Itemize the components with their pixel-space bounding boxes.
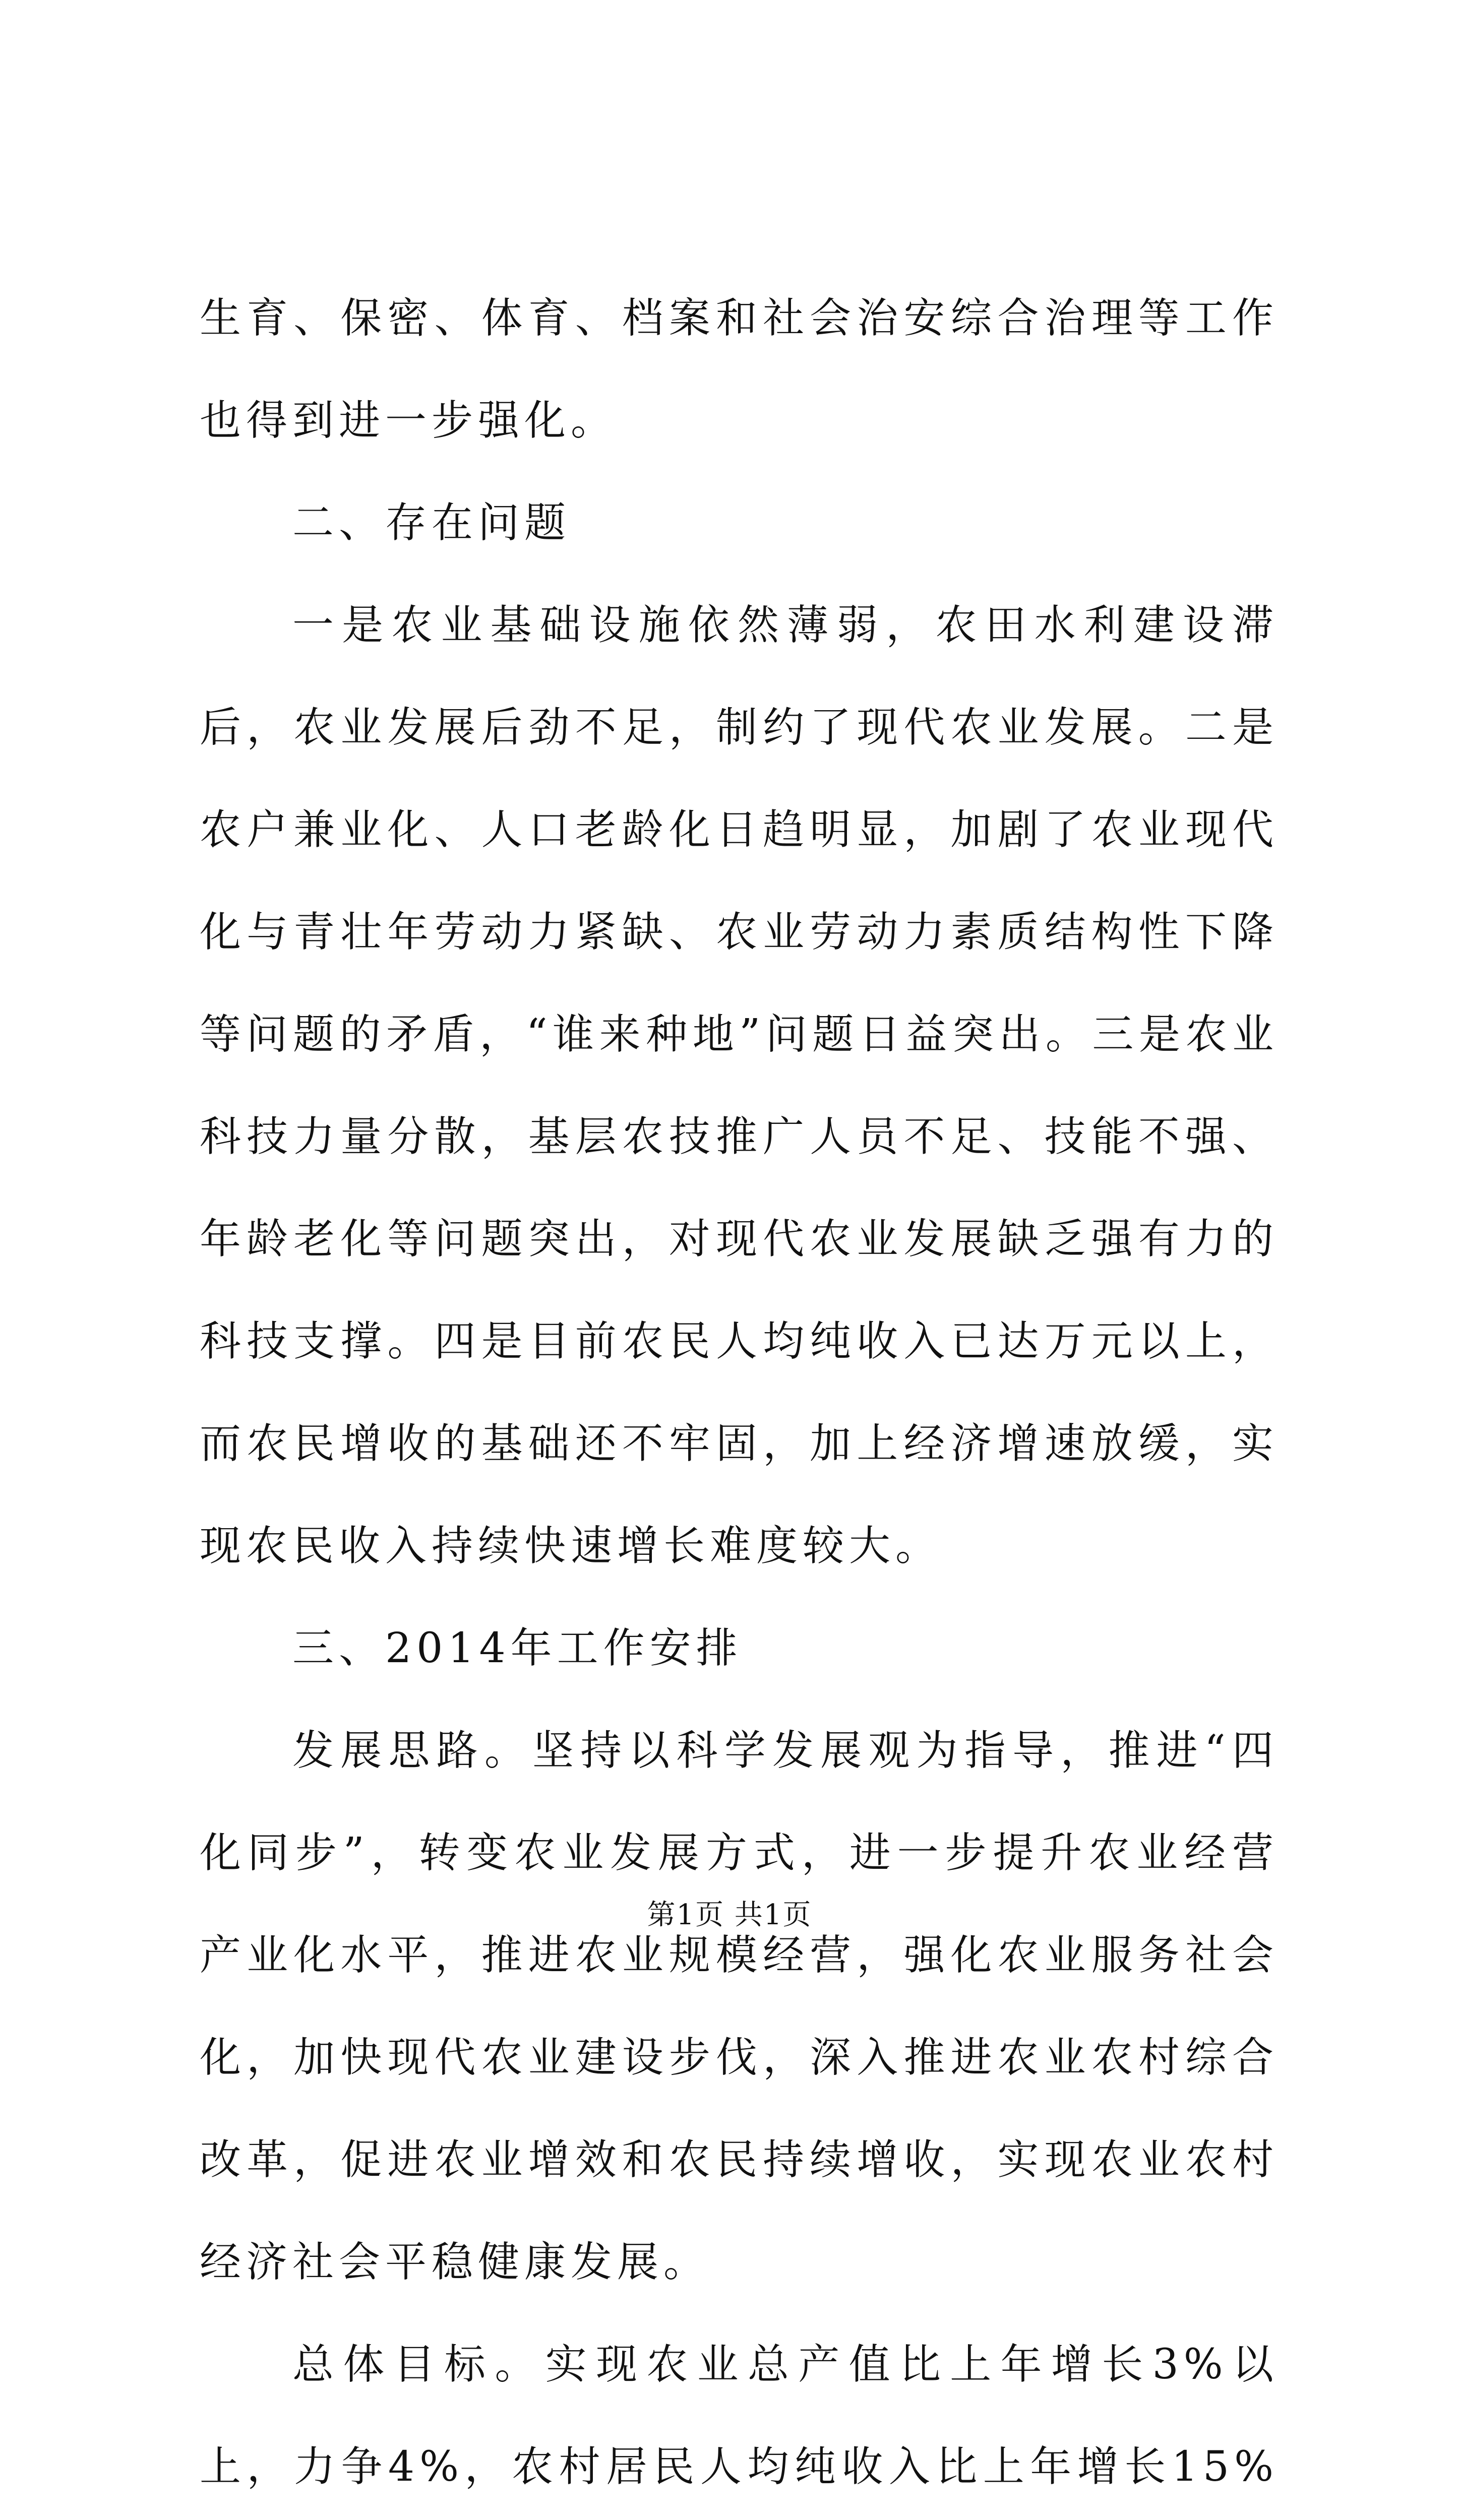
document-body xyxy=(200,267,1279,2520)
paragraph-overall-goals: 总体目标。实现农业总产值比上年增长3%以上，力争4%，农村居民人均纯收入比上年增长15% xyxy=(200,2341,1279,2491)
section-heading-problems: 二、存在问题 xyxy=(292,499,571,547)
paragraph-continuation: 生育、保密、体育、档案和社会治安综合治理等工作也得到进一步强化。 xyxy=(200,294,1279,445)
paragraph-problems: 一是农业基础设施依然薄弱，农田水利建设滞后，农业发展后劲不足，制约了现代农业发展。二是农户兼业化、人口老龄化日趋明显，加剧了农业现代化与青壮年劳动力紧缺、农业劳动力素质结构性下降等问题的矛盾，“谁来种地”问题日益突出。三是农业科技力量分散，基层农技推广人员不足、技能不强、年龄老化等问题突出，对现代农业发展缺乏强有力的科技支撑。四是目前农民人均纯收入已达万元以上，而农民增收的基础还不牢固，加上经济增速放缓，实现农民收入持续快速增长难度较大。 xyxy=(200,601,1279,1570)
paragraph-development-approach: 发展思路。坚持以科学发展观为指导，推进“四化同步”，转变农业发展方式，进一步提升农业经营产业化水平，推进农业规模经营，强化农业服务社会化，加快现代农业建设步伐，深入推进农业农村综合改革，促进农业增效和农民持续增收，实现农业农村经济社会平稳健康发展。 xyxy=(200,1727,1279,2286)
page-number-label: 第1页 共1页 xyxy=(647,1899,812,1931)
section-heading-work-plan: 三、2014年工作安排 xyxy=(292,1624,743,1672)
page-footer xyxy=(0,1895,1459,1935)
